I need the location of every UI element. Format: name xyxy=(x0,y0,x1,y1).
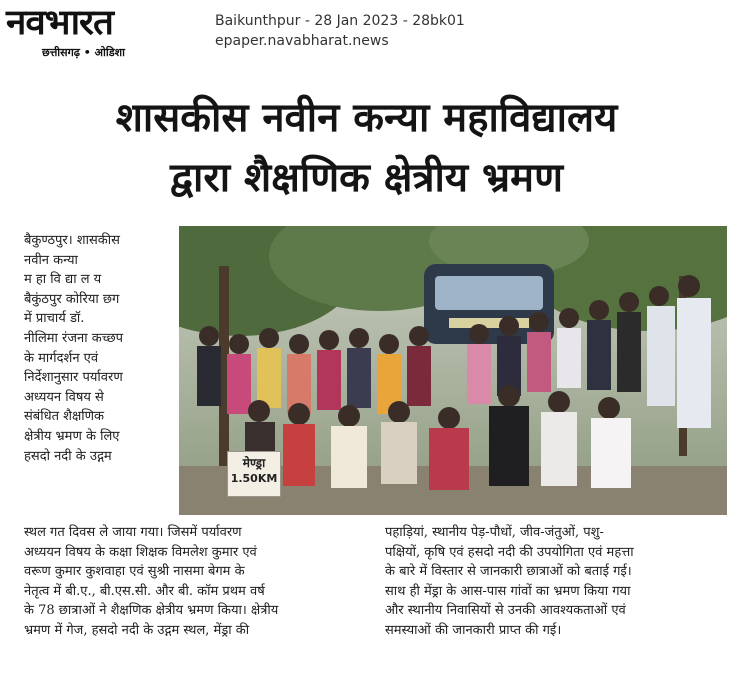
sign-distance: 1.50KM xyxy=(230,472,278,485)
article-bottom-right xyxy=(385,523,725,641)
edition-line: Baikunthpur - 28 Jan 2023 - 28bk01 xyxy=(215,13,465,29)
text-line: साथ ही मेंड्रा के आस-पास गांवों का भ्रमण किया गया xyxy=(385,583,631,599)
text-line: हसदो नदी के उद्गम xyxy=(24,448,112,464)
article-left-column xyxy=(24,231,174,466)
milestone-sign xyxy=(227,451,281,497)
text-line: बैकुण्ठपुर। शासकीस xyxy=(24,233,120,248)
headline-line-2: द्वारा शैक्षणिक क्षेत्रीय भ्रमण xyxy=(169,155,564,201)
text-line: क्षेत्रीय भ्रमण के लिए xyxy=(24,428,120,444)
text-line: पक्षियों, कृषि एवं हसदो नदी की उपयोगिता एवं महत्ता xyxy=(385,544,634,560)
text-line: अध्ययन विषय से xyxy=(24,389,104,405)
text-line: के मार्गदर्शन एवं xyxy=(24,350,99,366)
text-line: स्थल गत दिवस ले जाया गया। जिसमें पर्यावरण xyxy=(24,525,242,540)
text-line: और स्थानीय निवासियों से उनकी आवश्यकताओं एवं xyxy=(385,603,626,619)
logo-wordmark: नवभारत xyxy=(6,3,113,43)
site-url[interactable]: epaper.navabharat.news xyxy=(215,33,389,49)
text-line: पहाड़ियां, स्थानीय पेड़-पौधों, जीव-जंतुओं, पशु- xyxy=(385,525,604,540)
text-line: म हा वि द्या ल य xyxy=(24,272,102,288)
text-line: में प्राचार्य डॉ. xyxy=(24,311,85,327)
newspaper-logo xyxy=(0,0,200,62)
text-line: समस्याओं की जानकारी प्राप्त की गई। xyxy=(385,622,562,638)
headline-line-1: शासकीस नवीन कन्या महाविद्यालय xyxy=(115,95,618,141)
text-line: के बारे में विस्तार से जानकारी छात्राओं को बताई गई। xyxy=(385,564,632,580)
masthead xyxy=(0,0,733,64)
text-line: नवीन कन्या xyxy=(24,252,78,268)
text-line: के 78 छात्राओं ने शैक्षणिक क्षेत्रीय भ्रमण किया। क्षेत्रीय xyxy=(24,603,279,619)
text-line: नेतृत्व में बी.ए., बी.एस.सी. और बी. कॉम प्रथम वर्ष xyxy=(24,583,265,599)
sign-place-name: मेण्ड्रा xyxy=(242,456,266,470)
text-line: अध्ययन विषय के कक्षा शिक्षक विमलेश कुमार एवं xyxy=(24,544,257,560)
logo-subtitle: छत्तीसगढ़ • ओडिशा xyxy=(42,46,125,59)
text-line: संबंधित शैक्षणिक xyxy=(24,409,105,425)
text-line: निर्देशानुसार पर्यावरण xyxy=(24,370,123,386)
text-line: वरूण कुमार कुशवाहा एवं सुश्री नासमा बेगम के xyxy=(24,564,245,580)
group-photo xyxy=(179,226,727,515)
article-bottom-left xyxy=(24,523,376,641)
text-line: भ्रमण में गेज, हसदो नदी के उद्गम स्थल, मेंड्रा की xyxy=(24,622,250,638)
text-line: बैकुंठपुर कोरिया छग xyxy=(24,291,120,307)
text-line: नीलिमा रंजना कच्छप xyxy=(24,330,123,346)
